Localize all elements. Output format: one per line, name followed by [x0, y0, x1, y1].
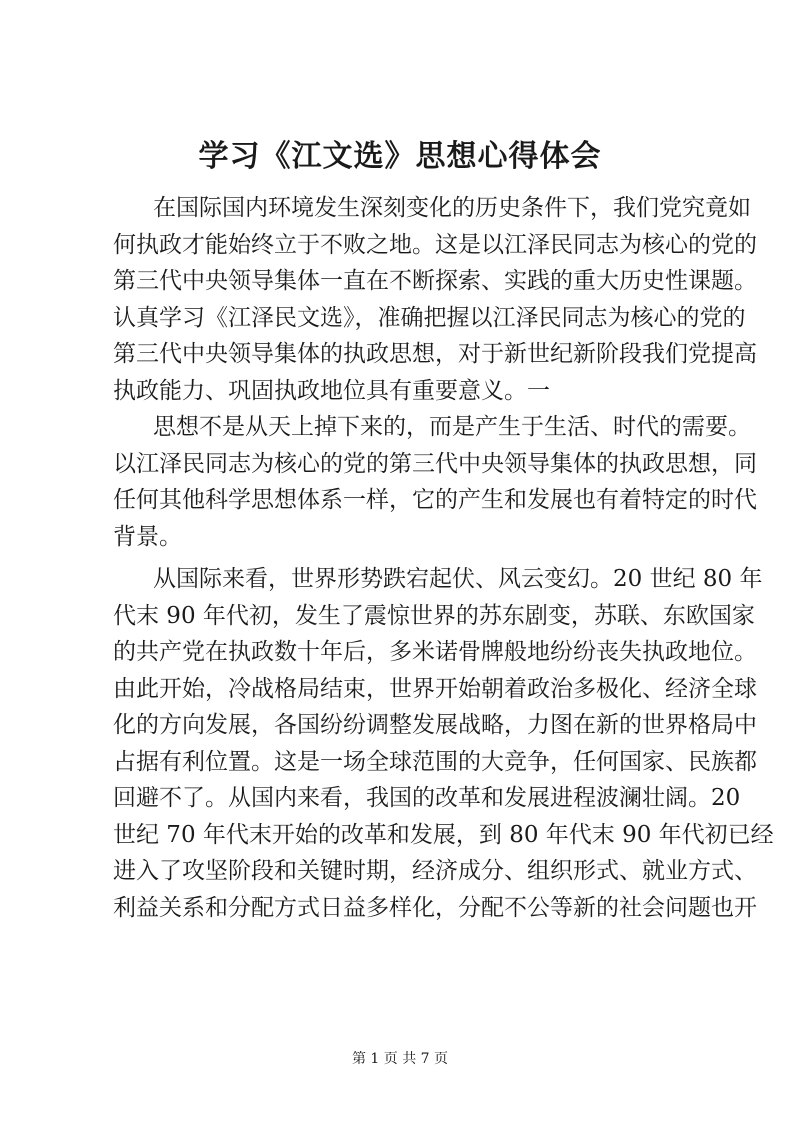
text-line: 的共产党在执政数十年后，多米诺骨牌般地纷纷丧失执政地位。: [113, 639, 757, 665]
text-line: 从国际来看，世界形势跌宕起伏、风云变幻。20 世纪 80 年: [153, 566, 763, 592]
text-line: 何执政才能始终立于不败之地。这是以江泽民同志为核心的党的: [113, 231, 757, 258]
text-line: 回避不了。从国内来看，我国的改革和发展进程波澜壮阔。20: [113, 785, 741, 811]
text-line: 利益关系和分配方式日益多样化，分配不公等新的社会问题也开: [113, 894, 757, 921]
text-line: 执政能力、巩固执政地位具有重要意义。一: [113, 377, 550, 404]
text-line: 代末 90 年代初，发生了震惊世界的苏东剧变，苏联、东欧国家: [113, 602, 755, 629]
paragraph-3: [113, 561, 774, 926]
text-line: 第三代中央领导集体的执政思想，对于新世纪新阶段我们党提高: [113, 341, 757, 367]
paragraph-2: [113, 409, 757, 555]
text-line: 思想不是从天上掉下来的，而是产生于生活、时代的需要。: [153, 414, 751, 440]
text-line: 第三代中央领导集体一直在不断探索、实践的重大历史性课题。: [113, 268, 757, 294]
text-line: 背景。: [113, 523, 182, 550]
text-line: 化的方向发展，各国纷纷调整发展战略，力图在新的世界格局中: [113, 712, 757, 738]
document-body: [113, 190, 774, 926]
page-footer: 第 1 页 共 7 页: [351, 1051, 449, 1067]
paragraph-1: [113, 190, 757, 409]
document-title: 学习《江文选》思想心得体会: [198, 139, 602, 174]
text-line: 由此开始，冷战格局结束，世界开始朝着政治多极化、经济全球: [113, 675, 757, 702]
text-line: 认真学习《江泽民文选》，准确把握以江泽民同志为核心的党的: [113, 304, 746, 331]
text-line: 任何其他科学思想体系一样，它的产生和发展也有着特定的时代: [113, 487, 757, 513]
text-line: 以江泽民同志为核心的党的第三代中央领导集体的执政思想，同: [113, 450, 757, 477]
text-line: 占据有利位置。这是一场全球范围的大竞争，任何国家、民族都: [113, 748, 757, 775]
text-line: 世纪 70 年代末开始的改革和发展，到 80 年代末 90 年代初已经: [113, 821, 774, 848]
text-line: 在国际国内环境发生深刻变化的历史条件下，我们党究竟如: [153, 195, 751, 221]
text-line: 进入了攻坚阶段和关键时期，经济成分、组织形式、就业方式、: [113, 858, 757, 884]
